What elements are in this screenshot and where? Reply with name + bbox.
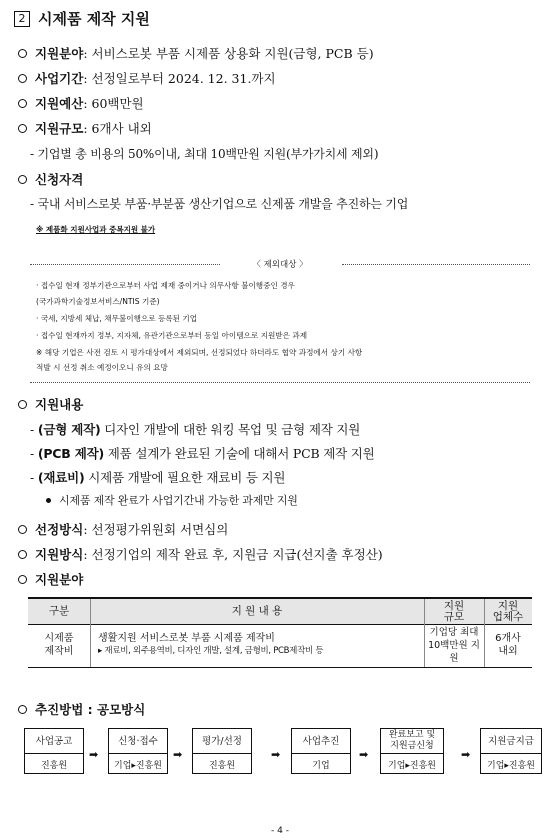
content-item-material: - (재료비) 시제품 개발에 필요한 재료비 등 지원 (30, 470, 286, 485)
eligibility-detail: - 국내 서비스로봇 부품·부분품 생산기업으로 신제품 개발을 추진하는 기업 (30, 197, 409, 211)
page-number: - 4 - (271, 826, 289, 836)
arrow-right-icon: ➡ (271, 748, 281, 761)
bullet-support-method (18, 545, 383, 563)
bullet-support-field (18, 570, 83, 588)
flow-step-actor: 기업▸진흥원 (388, 760, 436, 771)
table-cell-scale: 기업당 최대 10백만원 지원 (428, 626, 480, 664)
exclusion-item: ※ 해당 기업은 사전 검토 시 평가대상에서 제외되며, 선정되었다 하더라도 협약 과정에서 상기 사항 (36, 348, 363, 357)
bullet-label: 추진방법 : 공모방식 (35, 702, 146, 717)
flow-step-actor: 기업 (312, 760, 330, 771)
bullet-period (18, 69, 276, 87)
flow-step-actor: 기업▸진흥원 (114, 760, 162, 771)
flow-step-title: 신청·접수 (109, 729, 167, 754)
circle-bullet-icon (18, 74, 27, 83)
arrow-right-icon: ➡ (359, 748, 369, 761)
circle-bullet-icon (18, 99, 27, 108)
exclusion-item: · 국세, 지방세 체납, 채무불이행으로 등록된 기업 (36, 314, 198, 323)
table-cell-content (90, 623, 424, 667)
circle-bullet-icon (18, 400, 27, 409)
dot-note-text: 시제품 제작 완료가 사업기간내 가능한 과제만 지원 (59, 494, 298, 507)
arrow-right-icon: ➡ (173, 748, 183, 761)
bullet-procedure (18, 700, 145, 718)
circle-bullet-icon (18, 525, 27, 534)
content-item-text: 시제품 개발에 필요한 재료비 등 지원 (84, 470, 286, 485)
flow-step (108, 728, 168, 774)
bullet-label: 선정방식 (35, 522, 84, 537)
bullet-scale (18, 119, 152, 137)
content-dot-note (46, 492, 298, 508)
content-item-label: (금형 제작) (37, 422, 101, 437)
table-header-scale: 지원 규모 (443, 599, 465, 623)
bullet-text: : 6개사 내외 (83, 121, 152, 136)
circle-bullet-icon (18, 575, 27, 584)
bullet-label: 지원방식 (35, 547, 84, 562)
content-item-text: 디자인 개발에 대한 워킹 목업 및 금형 제작 지원 (100, 422, 361, 437)
content-item-pcb: - (PCB 제작) 제품 설계가 완료된 기술에 대해서 PCB 제작 지원 (30, 446, 375, 461)
exclusion-item: 적발 시 선정 취소 예정이오니 유의 요망 (36, 363, 168, 372)
content-item-mold: - (금형 제작) 디자인 개발에 대한 워킹 목업 및 금형 제작 지원 (30, 422, 361, 437)
exclusion-title: 〈 제외대상 〉 (252, 260, 308, 270)
bullet-label: 신청자격 (35, 172, 84, 187)
table-header-content: 지 원 내 용 (231, 605, 283, 617)
section-number: 2 (14, 11, 30, 27)
table-row (28, 623, 532, 668)
flow-step (24, 728, 84, 774)
circle-bullet-icon (18, 124, 27, 133)
flow-step-title: 사업추진 (292, 729, 350, 754)
arrow-right-icon: ➡ (461, 748, 471, 761)
table-cell-content-line: ▸ 재료비, 외주용역비, 디자인 개발, 설계, 금형비, PCB제작비 등 (98, 646, 324, 656)
flow-step (480, 728, 542, 774)
dot-bullet-icon (46, 498, 51, 503)
bullet-label: 지원내용 (35, 397, 84, 412)
bullet-field (18, 44, 374, 62)
table-header (28, 597, 532, 625)
exclusion-item: · 접수일 현재 정부기관으로부터 사업 제재 중이거나 의무사항 불이행중인 경우 (36, 281, 295, 290)
bullet-text: : 60백만원 (83, 96, 144, 111)
bullet-eligibility (18, 170, 83, 188)
flow-step-actor: 진흥원 (208, 760, 236, 771)
exclusion-box (30, 258, 530, 378)
exclusion-item: (국가과학기술정보서비스/NTIS 기준) (36, 297, 160, 306)
circle-bullet-icon (18, 550, 27, 559)
divider (30, 382, 530, 383)
circle-bullet-icon (18, 705, 27, 714)
table-cell-category: 시제품 제작비 (44, 633, 74, 657)
duplicate-note: ※ 제품화 지원사업과 중복지원 불가 (36, 225, 156, 234)
circle-bullet-icon (18, 49, 27, 58)
scale-detail: - 기업별 총 비용의 50%이내, 최대 10백만원 지원(부가가치세 제외) (30, 147, 379, 161)
content-item-label: (재료비) (37, 470, 85, 485)
table-header-category: 구분 (48, 605, 70, 617)
bullet-text: : 선정평가위원회 서면심의 (83, 522, 229, 537)
flow-step-actor: 진흥원 (40, 760, 68, 771)
flow-step (380, 728, 444, 774)
bullet-label: 지원분야 (35, 46, 84, 61)
bullet-label: 지원분야 (35, 572, 84, 587)
bullet-budget (18, 94, 144, 112)
exclusion-item: · 접수일 현재까지 정부, 지자체, 유관기관으로부터 동일 아이템으로 지원받은 과제 (36, 331, 308, 340)
flow-step-title: 지원금지급 (481, 729, 541, 754)
flow-step-title: 평가/선정 (193, 729, 251, 754)
content-item-label: (PCB 제작) (37, 446, 105, 461)
bullet-label: 지원예산 (35, 96, 84, 111)
table-header-count: 지원 업체수 (492, 599, 524, 623)
bullet-label: 지원규모 (35, 121, 84, 136)
table-cell-count: 6개사 내외 (495, 633, 521, 657)
flow-step (291, 728, 351, 774)
bullet-selection (18, 520, 228, 538)
flow-step-title: 사업공고 (25, 729, 83, 754)
section-title (14, 8, 150, 29)
bullet-text: : 선정기업의 제작 완료 후, 지원금 지급(선지출 후정산) (83, 547, 383, 562)
section-title-text: 시제품 제작 지원 (38, 10, 150, 28)
bullet-text: : 선정일로부터 2024. 12. 31.까지 (83, 71, 276, 86)
bullet-label: 사업기간 (35, 71, 84, 86)
flow-step-actor: 기업▸진흥원 (487, 760, 535, 771)
bullet-content (18, 395, 83, 413)
circle-bullet-icon (18, 175, 27, 184)
flow-step-title: 완료보고 및 지원금신청 (381, 729, 443, 754)
arrow-right-icon: ➡ (89, 748, 99, 761)
bullet-text: : 서비스로봇 부품 시제품 상용화 지원(금형, PCB 등) (83, 46, 374, 61)
content-item-text: 제품 설계가 완료된 기술에 대해서 PCB 제작 지원 (104, 446, 375, 461)
flow-step (192, 728, 252, 774)
table-cell-content-line: 생활지원 서비스로봇 부품 시제품 제작비 (98, 633, 275, 644)
